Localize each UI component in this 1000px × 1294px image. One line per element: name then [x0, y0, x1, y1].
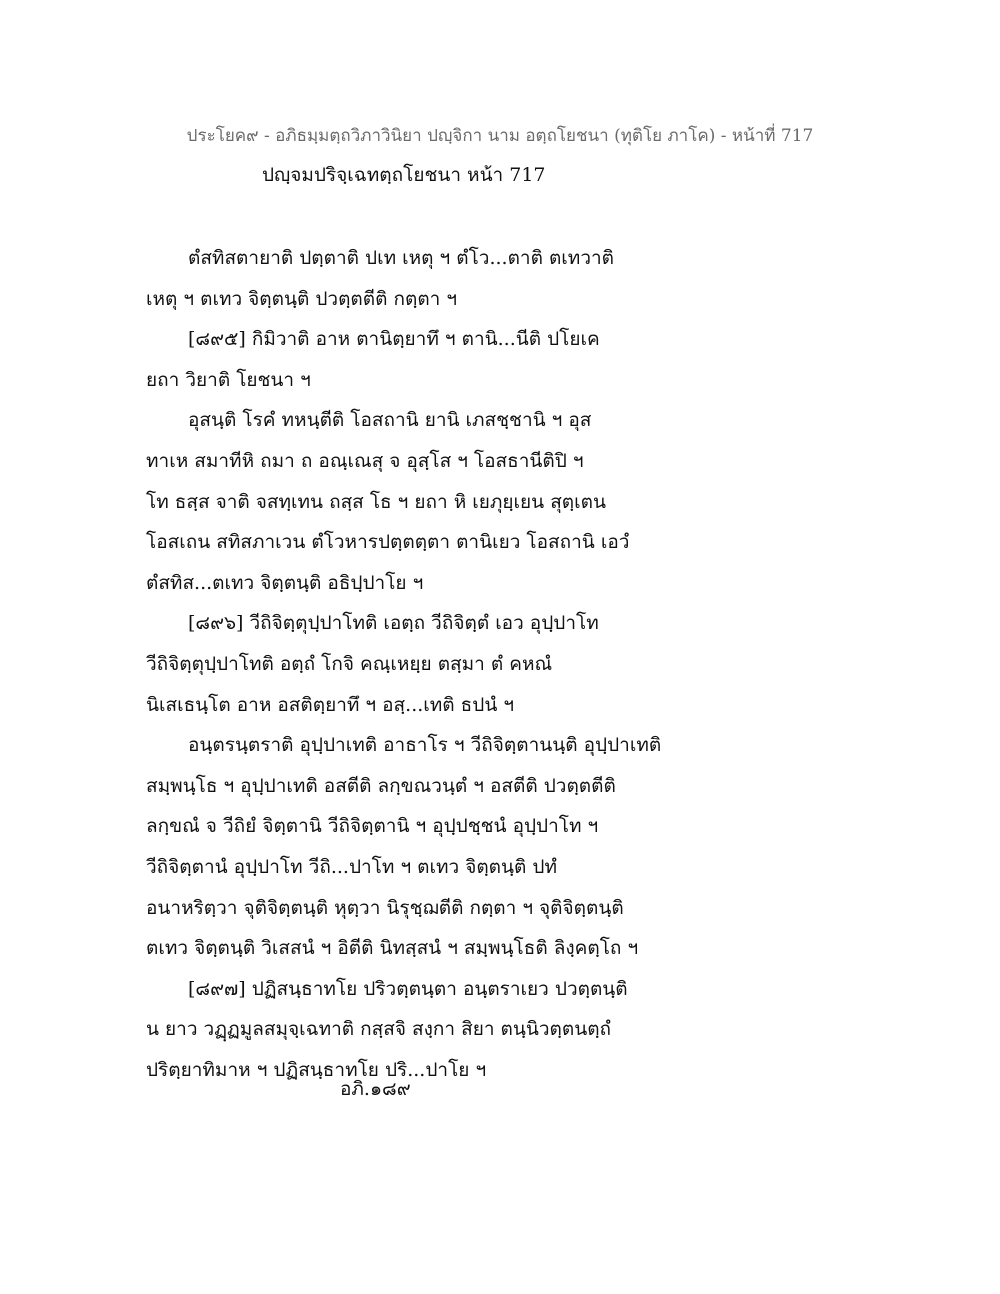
text-line: นิเสเธนฺโต อาห อสติตฺยาทึ ฯ อสฺ...เทติ ธปนํ ฯ [146, 693, 515, 716]
text-line: [๘๙๕] กิมิวาติ อาห ตานิตฺยาทึ ฯ ตานิ...นีติ ปโยเค [188, 328, 600, 351]
text-line: สมฺพนฺโธ ฯ อุปฺปาเทติ อสตีติ ลกฺขณวนฺตํ ฯ อสตีติ ปวตฺตตีติ [146, 774, 616, 797]
text-line: ตเทว จิตฺตนฺติ วิเสสนํ ฯ อิตีติ นิทสฺสนํ ฯ สมฺพนฺโธติ ลิงฺคตฺโถ ฯ [146, 937, 639, 960]
footer-page-mark: อภิ.๑๘๙ [340, 1078, 411, 1100]
page-header: ประโยค๙ - อภิธมฺมตฺถวิภาวินิยา ปญฺจิกา นาม อตฺถโยชนา (ทุติโย ภาโค) - หน้าที่ 717 [186, 126, 814, 146]
text-line: อนฺตรนฺตราติ อุปฺปาเทติ อาธาโร ฯ วีถิจิตฺตานนฺติ อุปฺปาเทติ [188, 734, 662, 757]
text-line: ลกฺขณํ จ วีถิยํ จิตฺตานิ วีถิจิตฺตานิ ฯ อุปฺปชฺชนํ อุปฺปาโท ฯ [146, 815, 599, 838]
text-line: ปริตฺยาทิมาห ฯ ปฏิสนฺธาทโย ปริ...ปาโย ฯ [146, 1058, 487, 1081]
text-line: ยถา วิยาติ โยชนา ฯ [146, 368, 311, 391]
text-line: น ยาว วฏฺฏมูลสมุจฺเฉทาติ กสฺสจิ สงฺกา สิยา ตนฺนิวตฺตนตฺถํ [146, 1018, 612, 1041]
text-line: [๘๙๖] วีถิจิตฺตุปฺปาโทติ เอตฺถ วีถิจิตฺตํ เอว อุปฺปาโท [188, 612, 599, 635]
body-text [146, 238, 866, 1090]
text-line: วีถิจิตฺตุปฺปาโทติ อตฺถํ โกจิ คณฺเหยฺย ตสฺมา ตํ คหณํ [146, 652, 553, 675]
text-line: [๘๙๗] ปฏิสนฺธาทโย ปริวตฺตนฺตา อนฺตราเยว ปวตฺตนฺติ [188, 977, 628, 1000]
text-line: ทาเห สมาทีหิ ถมา ถ อณฺเณสุ จ อุสฺโส ฯ โอสธานีติปิ ฯ [146, 449, 584, 472]
text-line: อนาหริตฺวา จุติจิตฺตนฺติ หุตฺวา นิรุชฺฌตีติ กตฺตา ฯ จุติจิตฺตนฺติ [146, 896, 624, 919]
text-line: ตํสทิสตายาติ ปตฺตาติ ปเท เหตุ ฯ ตํโว...ตาติ ตเทวาติ [188, 247, 615, 269]
text-line: ตํสทิส...ตเทว จิตฺตนฺติ อธิปฺปาโย ฯ [146, 571, 424, 594]
text-line: โอสเถน สทิสภาเวน ตํโวหารปตฺตตฺตา ตานิเยว โอสถานิ เอวํ [146, 531, 630, 554]
text-line: อุสนฺติ โรคํ ทหนฺตีติ โอสถานิ ยานิ เภสชฺชานิ ฯ อุส [188, 409, 592, 432]
text-line: เหตุ ฯ ตเทว จิตฺตนฺติ ปวตฺตตีติ กตฺตา ฯ [146, 287, 458, 310]
section-title: ปญฺจมปริจฺเฉทตฺถโยชนา หน้า 717 [262, 164, 546, 186]
text-line: โท ธสฺส จาติ จสทฺเทน ถสฺส โธ ฯ ยถา หิ เยภุยฺเยน สุตฺเตน [146, 490, 606, 513]
text-line: วีถิจิตฺตานํ อุปฺปาโท วีถิ...ปาโท ฯ ตเทว จิตฺตนฺติ ปทํ [146, 855, 557, 878]
